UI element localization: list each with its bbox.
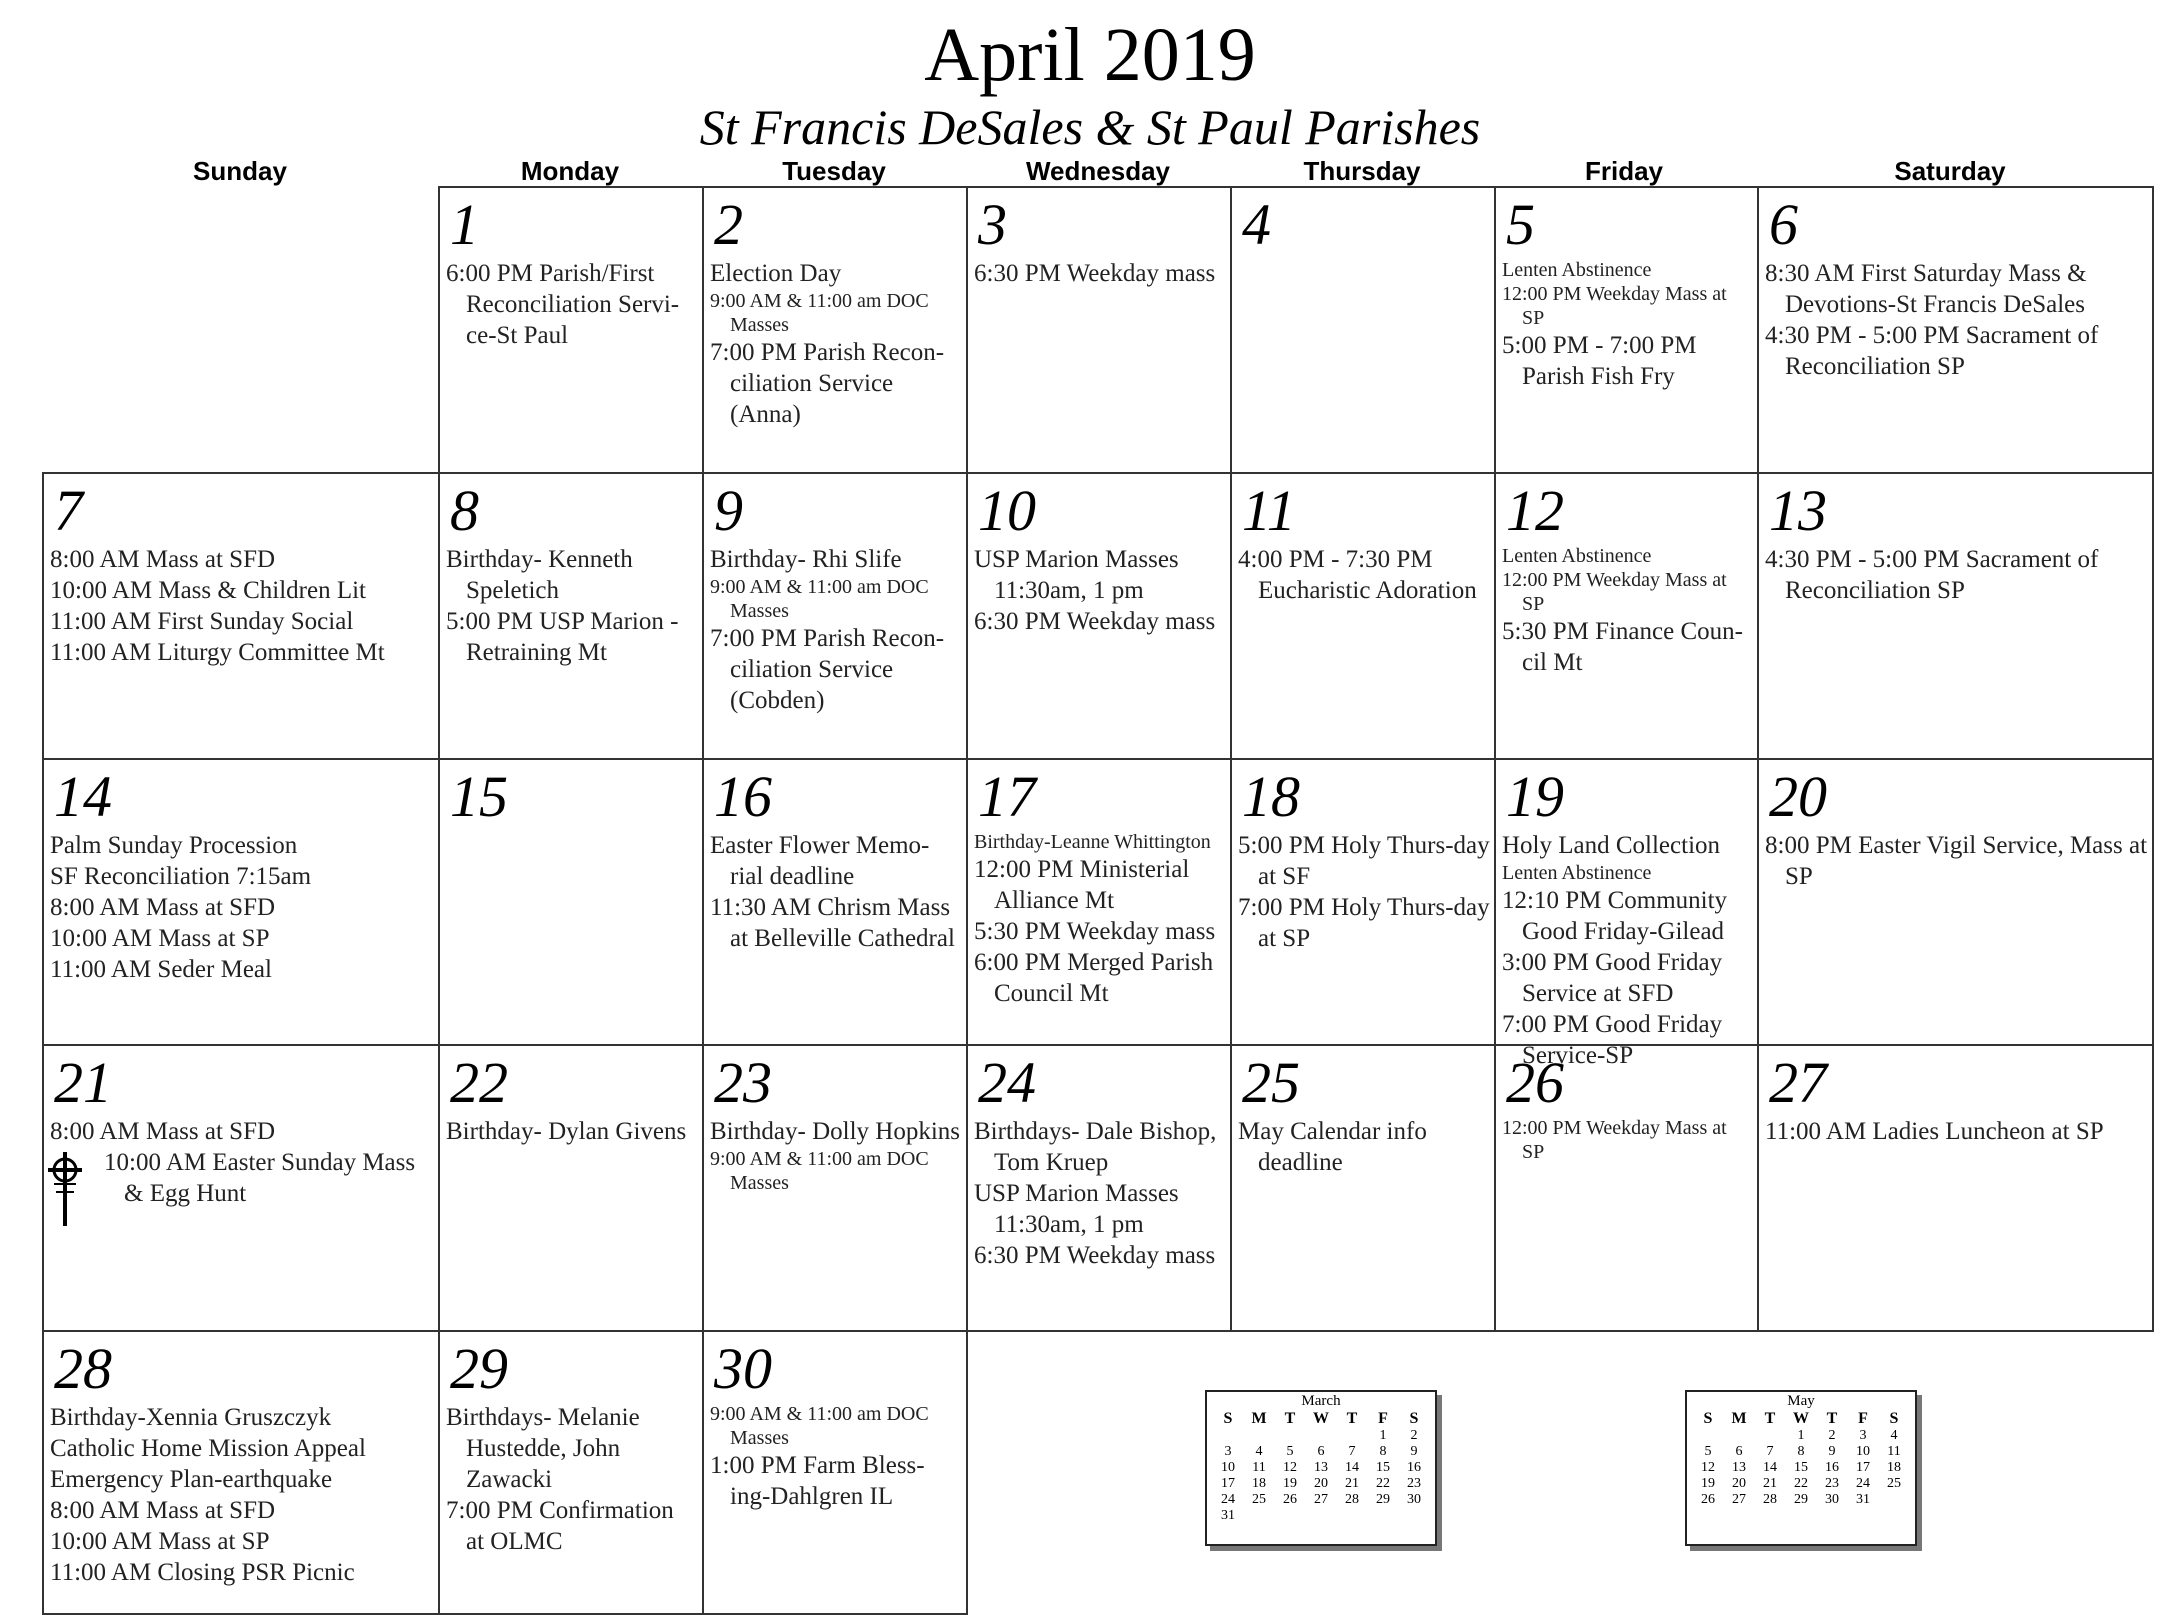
day-number: 28	[54, 1336, 112, 1401]
mini-date: 29	[1376, 1492, 1390, 1507]
event-text: 8:00 AM Mass at SFD	[50, 894, 276, 921]
day-cell-15	[438, 758, 704, 1046]
day-number: 26	[1506, 1050, 1564, 1115]
mini-date: 9	[1828, 1444, 1836, 1459]
day-cell-30	[702, 1330, 968, 1615]
day-number: 1	[450, 192, 479, 257]
weekday-header-monday: Monday	[520, 156, 620, 186]
day-cell-5	[1494, 186, 1759, 474]
mini-date: 28	[1345, 1492, 1359, 1507]
event-text: 4:30 PM - 5:00 PM Sacrament of Reconciliation SP	[1765, 322, 2099, 380]
mini-week-row	[1213, 1508, 1430, 1524]
day-number: 18	[1242, 764, 1300, 829]
mini-date: 25	[1252, 1492, 1266, 1507]
event-text: 9:00 AM & 11:00 am DOC Masses	[710, 1148, 929, 1194]
mini-date: 29	[1794, 1492, 1808, 1507]
mini-calendar-header-row	[1213, 1410, 1430, 1428]
day-cell-23	[702, 1044, 968, 1332]
mini-date	[1337, 1508, 1368, 1524]
event-text: 10:00 AM Mass & Children Lit	[50, 577, 366, 604]
mini-week-row	[1693, 1444, 1910, 1460]
mini-weekday: F	[1378, 1410, 1388, 1427]
day-cell-9	[702, 472, 968, 760]
event-text: Holy Land Collection	[1502, 832, 1721, 859]
event-text: 11:00 AM First Sunday Social	[50, 608, 354, 635]
mini-date: 6	[1735, 1444, 1743, 1459]
day-number: 7	[54, 478, 83, 543]
event-text: USP Marion Masses 11:30am, 1 pm	[974, 546, 1179, 604]
day-cell-25	[1230, 1044, 1496, 1332]
event-text: 10:00 AM Mass at SP	[50, 1528, 270, 1555]
mini-week-row	[1693, 1492, 1910, 1508]
day-number: 19	[1506, 764, 1564, 829]
mini-week-row	[1693, 1460, 1910, 1476]
event-text: 7:00 PM Good Friday Service-SP	[1502, 1011, 1723, 1069]
mini-date	[1306, 1428, 1337, 1444]
mini-date: 25	[1887, 1476, 1901, 1491]
event-text: 10:00 AM Mass at SP	[50, 925, 270, 952]
mini-date: 17	[1856, 1460, 1870, 1475]
event-text: 5:00 PM Holy Thurs-day at SF	[1238, 832, 1490, 890]
day-cell-4	[1230, 186, 1496, 474]
day-number: 10	[978, 478, 1036, 543]
event-text: 12:10 PM Community Good Friday-Gilead	[1502, 887, 1728, 945]
event-text: 9:00 AM & 11:00 am DOC Masses	[710, 1403, 929, 1449]
day-cell-16	[702, 758, 968, 1046]
mini-date: 12	[1283, 1460, 1297, 1475]
mini-date	[1755, 1428, 1786, 1444]
mini-date: 24	[1221, 1492, 1235, 1507]
mini-date: 15	[1376, 1460, 1390, 1475]
event-text: May Calendar info deadline	[1238, 1118, 1427, 1176]
mini-date: 21	[1345, 1476, 1359, 1491]
mini-date	[1275, 1508, 1306, 1524]
weekday-header-sunday: Sunday	[193, 156, 287, 186]
mini-weekday: S	[1223, 1410, 1233, 1427]
event-text: Catholic Home Mission Appeal	[50, 1435, 366, 1462]
mini-date: 13	[1732, 1460, 1746, 1475]
weekday-header-tuesday: Tuesday	[782, 156, 886, 186]
mini-weekday: T	[1284, 1410, 1296, 1427]
day-cell-19	[1494, 758, 1759, 1069]
mini-date	[1213, 1428, 1244, 1444]
mini-calendar-title: March	[1301, 1393, 1341, 1409]
mini-week-row	[1213, 1428, 1430, 1444]
mini-date	[1879, 1492, 1910, 1508]
day-cell-26	[1494, 1044, 1759, 1332]
mini-date: 2	[1828, 1428, 1836, 1443]
mini-date: 3	[1859, 1428, 1867, 1443]
mini-date: 16	[1407, 1460, 1421, 1475]
mini-date: 31	[1856, 1492, 1870, 1507]
mini-date: 10	[1221, 1460, 1235, 1475]
mini-date: 7	[1766, 1444, 1774, 1459]
day-number: 24	[978, 1050, 1036, 1115]
event-text: Birthday-Leanne Whittington	[974, 831, 1211, 853]
day-cell-20	[1757, 758, 2154, 1046]
day-number: 3	[978, 192, 1007, 257]
mini-weekday: W	[1313, 1410, 1329, 1427]
event-text: 10:00 AM Easter Sunday Mass & Egg Hunt	[104, 1149, 416, 1207]
mini-date: 5	[1704, 1444, 1712, 1459]
mini-date: 27	[1732, 1492, 1746, 1507]
day-number: 20	[1769, 764, 1827, 829]
event-text: 5:00 PM - 7:00 PM Parish Fish Fry	[1502, 332, 1697, 390]
event-text: Birthday- Dylan Givens	[446, 1118, 687, 1145]
mini-date: 14	[1763, 1460, 1777, 1475]
mini-date: 15	[1794, 1460, 1808, 1475]
event-text: 8:00 AM Mass at SFD	[50, 1497, 276, 1524]
mini-date: 23	[1407, 1476, 1421, 1491]
event-text: 11:00 AM Ladies Luncheon at SP	[1765, 1118, 2104, 1145]
event-text: Birthday- Dolly Hopkins	[710, 1118, 960, 1145]
day-cell-10	[966, 472, 1232, 760]
day-number: 13	[1769, 478, 1827, 543]
day-cell-12	[1494, 472, 1759, 760]
day-cell-21	[42, 1044, 440, 1332]
event-text: 7:00 PM Holy Thurs-day at SP	[1238, 894, 1490, 952]
mini-date: 22	[1794, 1476, 1808, 1491]
event-text: 11:00 AM Closing PSR Picnic	[50, 1559, 355, 1586]
celtic-cross-icon	[42, 1148, 88, 1228]
event-text: 8:30 AM First Saturday Mass & Devotions-St Francis DeSales	[1765, 260, 2087, 318]
mini-date: 11	[1887, 1444, 1901, 1459]
mini-date: 2	[1410, 1428, 1418, 1443]
event-text: Birthday- Rhi Slife	[710, 546, 902, 573]
day-number: 5	[1506, 192, 1535, 257]
day-cell-3	[966, 186, 1232, 474]
mini-date: 26	[1701, 1492, 1715, 1507]
event-text: 7:00 PM Confirmation at OLMC	[446, 1497, 674, 1555]
event-text: Birthday- Kenneth Speletich	[446, 546, 633, 604]
day-cell-27	[1757, 1044, 2154, 1332]
mini-date: 23	[1825, 1476, 1839, 1491]
mini-date: 19	[1701, 1476, 1715, 1491]
mini-date: 18	[1252, 1476, 1266, 1491]
day-number: 29	[450, 1336, 508, 1401]
day-number: 11	[1242, 478, 1296, 543]
weekday-header-thursday: Thursday	[1303, 156, 1421, 186]
weekday-header-saturday: Saturday	[1894, 156, 2006, 186]
day-cell-11	[1230, 472, 1496, 760]
day-number: 6	[1769, 192, 1798, 257]
event-text: Palm Sunday Procession	[50, 832, 298, 859]
mini-weekday: S	[1409, 1410, 1419, 1427]
event-text: 8:00 AM Mass at SFD	[50, 1118, 276, 1145]
mini-calendar-may	[1685, 1390, 1917, 1546]
mini-date: 10	[1856, 1444, 1870, 1459]
mini-date: 12	[1701, 1460, 1715, 1475]
mini-week-row	[1693, 1476, 1910, 1492]
event-text: 11:00 AM Seder Meal	[50, 956, 272, 983]
mini-date: 1	[1797, 1428, 1805, 1443]
day-number: 23	[714, 1050, 772, 1115]
mini-week-row	[1693, 1428, 1910, 1444]
mini-date: 8	[1797, 1444, 1805, 1459]
mini-date: 11	[1252, 1460, 1266, 1475]
mini-date: 19	[1283, 1476, 1297, 1491]
event-text: 7:00 PM Parish Recon-ciliation Service (Anna)	[710, 339, 945, 428]
day-number: 4	[1242, 192, 1271, 257]
mini-date: 22	[1376, 1476, 1390, 1491]
day-number: 21	[54, 1050, 112, 1115]
day-cell-7	[42, 472, 440, 760]
mini-date	[1306, 1508, 1337, 1524]
mini-date: 18	[1887, 1460, 1901, 1475]
mini-weekday: M	[1251, 1410, 1267, 1427]
mini-date	[1337, 1428, 1368, 1444]
calendar-title: April 2019	[924, 13, 1256, 97]
day-cell-24	[966, 1044, 1232, 1332]
mini-date: 30	[1825, 1492, 1839, 1507]
day-number: 9	[714, 478, 743, 543]
day-number: 16	[714, 764, 772, 829]
day-cell-22	[438, 1044, 704, 1332]
mini-calendar-header-row	[1693, 1410, 1910, 1428]
mini-calendar-table	[1213, 1410, 1430, 1524]
event-text: Lenten Abstinence	[1502, 545, 1652, 567]
event-text: Birthday-Xennia Gruszczyk	[50, 1404, 332, 1431]
mini-date: 9	[1410, 1444, 1418, 1459]
event-text: 5:30 PM Finance Coun-cil Mt	[1502, 618, 1743, 676]
mini-date: 26	[1283, 1492, 1297, 1507]
mini-week-row	[1213, 1460, 1430, 1476]
mini-calendar-title: May	[1787, 1393, 1815, 1409]
day-number: 12	[1506, 478, 1564, 543]
event-text: 5:30 PM Weekday mass	[974, 918, 1216, 945]
mini-date	[1724, 1428, 1755, 1444]
day-number: 15	[450, 764, 508, 829]
mini-week-row	[1213, 1476, 1430, 1492]
mini-date: 31	[1221, 1508, 1235, 1523]
mini-date: 24	[1856, 1476, 1870, 1491]
mini-calendar-table	[1693, 1410, 1910, 1508]
mini-date: 16	[1825, 1460, 1839, 1475]
mini-weekday: T	[1826, 1410, 1838, 1427]
event-text: Lenten Abstinence	[1502, 259, 1652, 281]
event-text: Lenten Abstinence	[1502, 862, 1652, 884]
event-text: Birthdays- Melanie Hustedde, John Zawacki	[446, 1404, 640, 1493]
mini-date: 8	[1379, 1444, 1387, 1459]
event-text: 4:00 PM - 7:30 PM Eucharistic Adoration	[1238, 546, 1477, 604]
weekday-header-wednesday: Wednesday	[1025, 156, 1170, 186]
day-cell-29	[438, 1330, 704, 1615]
event-text: 7:00 PM Parish Recon-ciliation Service (Cobden)	[710, 625, 945, 714]
mini-date: 6	[1317, 1444, 1325, 1459]
mini-date	[1244, 1508, 1275, 1524]
event-text: USP Marion Masses 11:30am, 1 pm	[974, 1180, 1179, 1238]
mini-weekday: T	[1346, 1410, 1358, 1427]
event-text: 6:30 PM Weekday mass	[974, 1242, 1216, 1269]
event-text: 8:00 AM Mass at SFD	[50, 546, 276, 573]
event-text: 6:30 PM Weekday mass	[974, 260, 1216, 287]
mini-date: 30	[1407, 1492, 1421, 1507]
mini-date: 1	[1379, 1428, 1387, 1443]
event-text: 6:00 PM Merged Parish Council Mt	[974, 949, 1214, 1007]
event-text: 11:30 AM Chrism Mass at Belleville Cathedral	[710, 894, 955, 952]
parish-subtitle: St Francis DeSales & St Paul Parishes	[699, 99, 1481, 155]
event-text: 12:00 PM Ministerial Alliance Mt	[974, 856, 1190, 914]
event-text: Election Day	[710, 260, 842, 287]
mini-weekday: W	[1793, 1410, 1809, 1427]
day-number: 17	[978, 764, 1036, 829]
day-cell-14	[42, 758, 440, 1046]
event-text: 9:00 AM & 11:00 am DOC Masses	[710, 290, 929, 336]
day-cell-17	[966, 758, 1232, 1046]
mini-date	[1275, 1428, 1306, 1444]
day-cell-13	[1757, 472, 2154, 760]
day-cell-1	[438, 186, 704, 474]
mini-week-row	[1213, 1444, 1430, 1460]
day-number: 27	[1769, 1050, 1827, 1115]
event-text: 6:30 PM Weekday mass	[974, 608, 1216, 635]
mini-date: 13	[1314, 1460, 1328, 1475]
mini-date: 20	[1314, 1476, 1328, 1491]
mini-date	[1368, 1508, 1399, 1524]
event-text: 3:00 PM Good Friday Service at SFD	[1502, 949, 1723, 1007]
day-cell-28	[42, 1330, 440, 1615]
weekday-header-friday: Friday	[1584, 156, 1664, 186]
mini-weekday: T	[1764, 1410, 1776, 1427]
event-text: 8:00 PM Easter Vigil Service, Mass at SP	[1765, 832, 2148, 890]
mini-week-row	[1213, 1492, 1430, 1508]
mini-date: 4	[1255, 1444, 1263, 1459]
day-cell-18	[1230, 758, 1496, 1046]
day-number: 22	[450, 1050, 508, 1115]
mini-date	[1399, 1508, 1430, 1524]
mini-date: 20	[1732, 1476, 1746, 1491]
mini-date: 27	[1314, 1492, 1328, 1507]
event-text: 12:00 PM Weekday Mass at SP	[1502, 1117, 1727, 1163]
mini-weekday: S	[1703, 1410, 1713, 1427]
day-number: 30	[714, 1336, 772, 1401]
mini-date: 4	[1890, 1428, 1898, 1443]
mini-date: 3	[1224, 1444, 1232, 1459]
mini-weekday: M	[1731, 1410, 1747, 1427]
event-text: 4:30 PM - 5:00 PM Sacrament of Reconciliation SP	[1765, 546, 2099, 604]
mini-date	[1693, 1428, 1724, 1444]
event-text: SF Reconciliation 7:15am	[50, 863, 312, 890]
mini-date: 28	[1763, 1492, 1777, 1507]
mini-date: 21	[1763, 1476, 1777, 1491]
day-cell-6	[1757, 186, 2154, 474]
day-number: 25	[1242, 1050, 1300, 1115]
event-text: 11:00 AM Liturgy Committee Mt	[50, 639, 385, 666]
event-text: Easter Flower Memo-rial deadline	[710, 832, 930, 890]
event-text: Birthdays- Dale Bishop, Tom Kruep	[974, 1118, 1217, 1176]
day-number: 8	[450, 478, 479, 543]
event-text: 1:00 PM Farm Bless-ing-Dahlgren IL	[710, 1452, 925, 1510]
mini-date: 14	[1345, 1460, 1359, 1475]
mini-date: 7	[1348, 1444, 1356, 1459]
mini-date: 5	[1286, 1444, 1294, 1459]
mini-date: 17	[1221, 1476, 1235, 1491]
mini-weekday: F	[1858, 1410, 1868, 1427]
day-number: 2	[714, 192, 743, 257]
event-text: 12:00 PM Weekday Mass at SP	[1502, 283, 1727, 329]
day-cell-8	[438, 472, 704, 760]
event-text: 9:00 AM & 11:00 am DOC Masses	[710, 576, 929, 622]
event-text: 6:00 PM Parish/First Reconciliation Servi-ce-St Paul	[446, 260, 680, 349]
mini-calendar-march	[1205, 1390, 1437, 1546]
day-number: 14	[54, 764, 112, 829]
event-text: 5:00 PM USP Marion - Retraining Mt	[446, 608, 679, 666]
mini-weekday: S	[1889, 1410, 1899, 1427]
mini-date	[1244, 1428, 1275, 1444]
event-text: Emergency Plan-earthquake	[50, 1466, 333, 1493]
event-text: 12:00 PM Weekday Mass at SP	[1502, 569, 1727, 615]
day-cell-2	[702, 186, 968, 474]
